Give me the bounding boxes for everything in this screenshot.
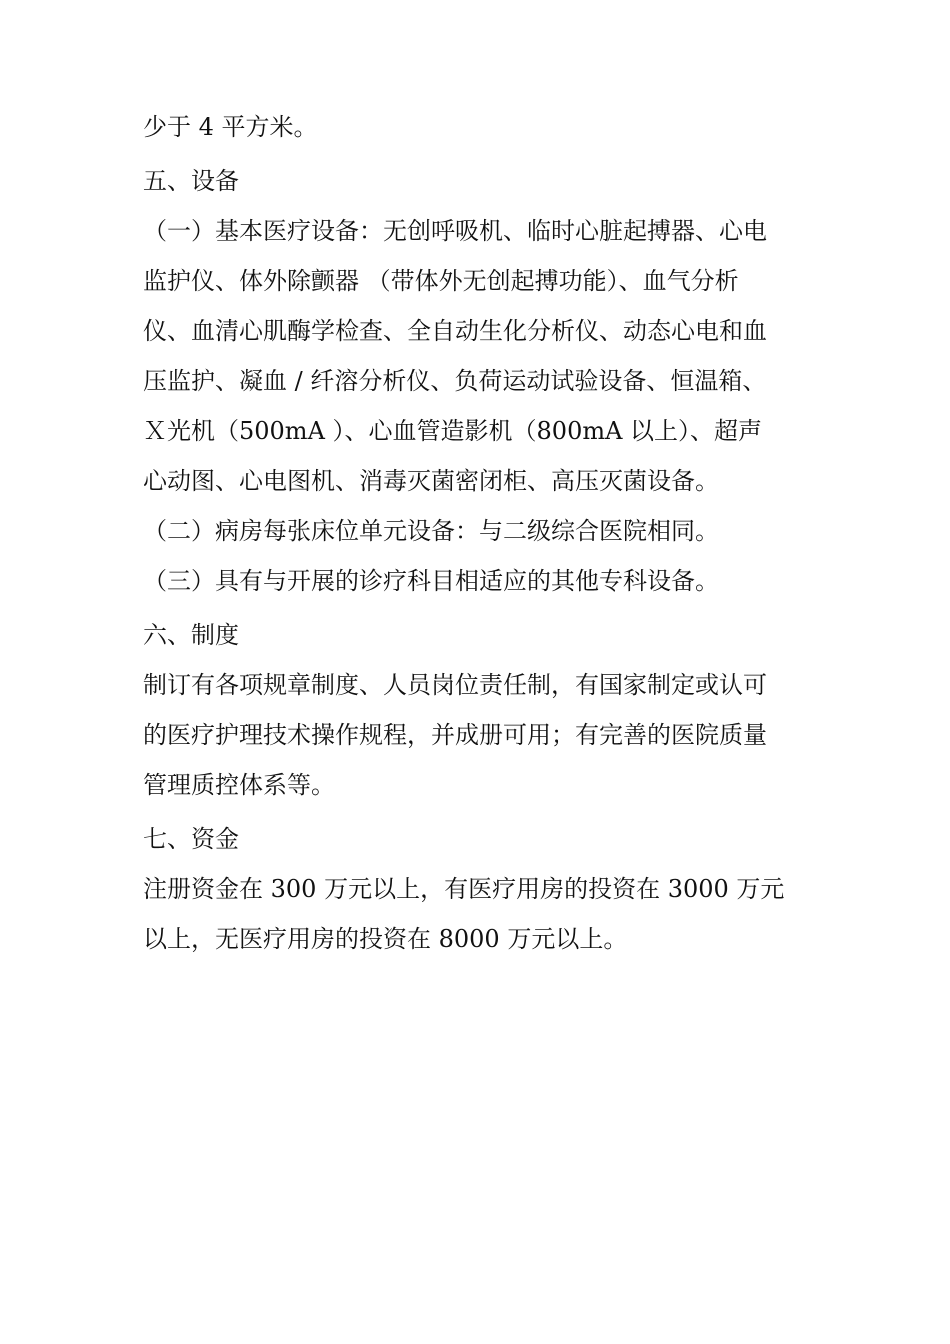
paragraph-line: 监护仪、体外除颤器 （带体外无创起搏功能）、血气分析 [143, 267, 739, 295]
paragraph-line: 仪、血清心肌酶学检查、全自动生化分析仪、动态心电和血 [143, 317, 767, 345]
paragraph-line: 制订有各项规章制度、人员岗位责任制，有国家制定或认可 [143, 671, 767, 699]
section-heading-system: 六、制度 [143, 621, 239, 649]
paragraph-line: 少于 4 平方米。 [143, 113, 318, 141]
paragraph-line: （一）基本医疗设备：无创呼吸机、临时心脏起搏器、心电 [143, 217, 767, 245]
paragraph-line: 管理质控体系等。 [143, 771, 335, 799]
paragraph-line: 注册资金在 300 万元以上，有医疗用房的投资在 3000 万元 [143, 875, 785, 903]
paragraph-line: Ｘ光机（500mA ）、心血管造影机（800mA 以上）、超声 [143, 417, 763, 445]
document-body [143, 102, 823, 964]
paragraph-line: 以上，无医疗用房的投资在 8000 万元以上。 [143, 925, 628, 953]
paragraph-line: 心动图、心电图机、消毒灭菌密闭柜、高压灭菌设备。 [143, 467, 719, 495]
paragraph-line: 的医疗护理技术操作规程，并成册可用；有完善的医院质量 [143, 721, 767, 749]
paragraph-line: （二）病房每张床位单元设备：与二级综合医院相同。 [143, 517, 719, 545]
paragraph-line: （三）具有与开展的诊疗科目相适应的其他专科设备。 [143, 567, 719, 595]
paragraph-line: 压监护、凝血 / 纤溶分析仪、负荷运动试验设备、恒温箱、 [143, 367, 767, 395]
section-heading-equipment: 五、设备 [143, 167, 239, 195]
section-heading-funds: 七、资金 [143, 825, 239, 853]
